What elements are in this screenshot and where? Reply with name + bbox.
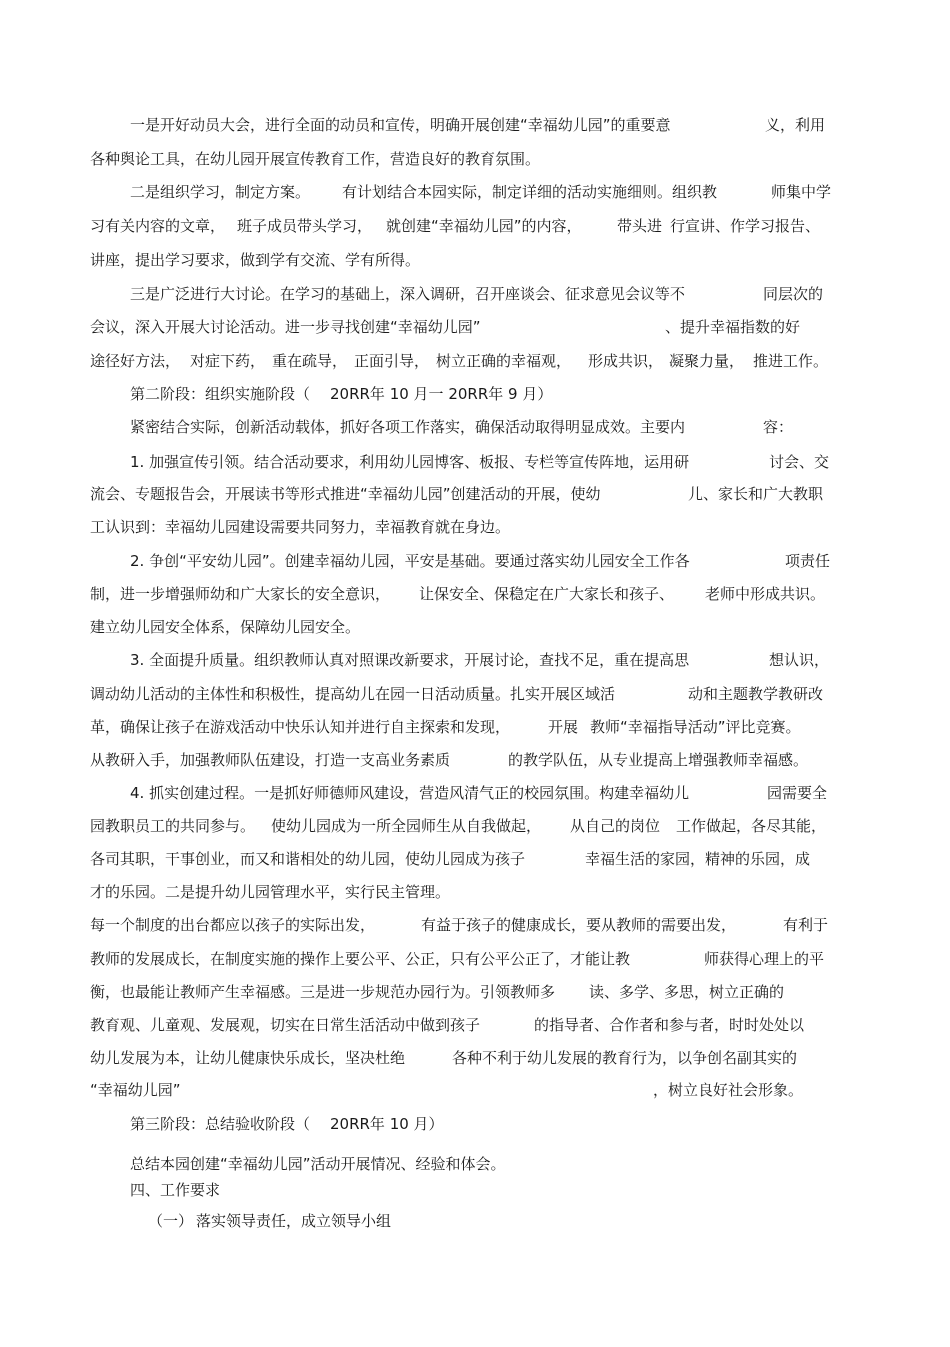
text-segment: 开展 — [548, 718, 579, 736]
text-segment: 教育观、儿童观、发展观，切实在日常生活活动中做到孩子 — [90, 1016, 481, 1034]
text-line — [0, 214, 950, 238]
text-segment: 的教学队伍，从专业提高上增强教师幸福感。 — [508, 751, 809, 769]
text-segment: “幸福幼儿园” — [90, 1081, 181, 1099]
text-segment: 正面引导， — [354, 352, 430, 370]
text-line — [0, 1013, 950, 1037]
text-segment: 3. 全面提升质量。组织教师认真对照课改新要求，开展讨论，查找不足，重在提高思 — [130, 651, 690, 669]
text-segment: 带头进 — [617, 217, 663, 235]
text-line — [0, 1152, 950, 1176]
text-segment: 习有关内容的文章， — [90, 217, 226, 235]
text-line — [0, 1112, 950, 1136]
text-line — [0, 549, 950, 573]
text-segment: 总结本园创建“幸福幼儿园”活动开展情况、经验和体会。 — [130, 1155, 506, 1173]
text-segment: 讲座，提出学习要求，做到学有交流、学有所得。 — [90, 251, 421, 269]
text-line — [0, 450, 950, 474]
text-line — [0, 248, 950, 272]
text-line — [0, 814, 950, 838]
text-segment: 想认识， — [769, 651, 830, 669]
text-segment: 紧密结合实际，创新活动载体，抓好各项工作落实，确保活动取得明显成效。主要内 — [130, 418, 686, 436]
text-line — [0, 781, 950, 805]
text-segment: 调动幼儿活动的主体性和积极性，提高幼儿在园一日活动质量。扎实开展区域活 — [90, 685, 616, 703]
text-line — [0, 1046, 950, 1070]
text-segment: 20RR年 10 月） — [330, 1115, 444, 1133]
text-line — [0, 515, 950, 539]
text-segment: 途径好方法， — [90, 352, 181, 370]
text-segment: 容： — [763, 418, 794, 436]
text-segment: 、提升幸福指数的好 — [665, 318, 801, 336]
text-segment: 革，确保让孩子在游戏活动中快乐认知并进行自主探索和发现， — [90, 718, 511, 736]
text-segment: 三是广泛进行大讨论。在学习的基础上，深入调研，召开座谈会、征求意见会议等不 — [130, 285, 686, 303]
text-line — [0, 947, 950, 971]
text-segment: 从教研入手，加强教师队伍建设，打造一支高业务素质 — [90, 751, 451, 769]
text-segment: 的指导者、合作者和参与者，时时处处以 — [534, 1016, 805, 1034]
text-segment: 项责任 — [785, 552, 831, 570]
text-line — [0, 582, 950, 606]
text-segment: 同层次的 — [763, 285, 824, 303]
text-line — [0, 682, 950, 706]
text-segment: 幸福生活的家园，精神的乐园，成 — [585, 850, 811, 868]
text-segment: 流会、专题报告会，开展读书等形式推进“幸福幼儿园”创建活动的开展，使幼 — [90, 485, 601, 503]
text-segment: 教师“幸福指导活动”评比竞赛。 — [590, 718, 801, 736]
text-segment: 会议，深入开展大讨论活动。进一步寻找创建“幸福幼儿园” — [90, 318, 481, 336]
text-segment: 儿、家长和广大教职 — [688, 485, 824, 503]
text-segment: 凝聚力量， — [669, 352, 745, 370]
text-line — [0, 1178, 950, 1202]
text-line — [0, 1209, 950, 1233]
text-line — [0, 648, 950, 672]
text-segment: 制，进一步增强师幼和广大家长的安全意识， — [90, 585, 391, 603]
text-segment: 落实领导责任，成立领导小组 — [196, 1212, 392, 1230]
text-segment: 一是开好动员大会，进行全面的动员和宣传，明确开展创建“幸福幼儿园”的重要意 — [130, 116, 671, 134]
text-segment: 才的乐园。二是提升幼儿园管理水平，实行民主管理。 — [90, 883, 451, 901]
text-line — [0, 847, 950, 871]
text-line — [0, 282, 950, 306]
text-segment: 就创建“幸福幼儿园”的内容， — [386, 217, 582, 235]
text-segment: 园需要全 — [767, 784, 828, 802]
text-segment: 重在疏导， — [272, 352, 348, 370]
text-segment: 对症下药， — [190, 352, 266, 370]
text-line — [0, 980, 950, 1004]
text-segment: 使幼儿园成为一所全园师生从自我做起， — [271, 817, 542, 835]
text-line — [0, 482, 950, 506]
text-segment: 20RR年 10 月一 20RR年 9 月） — [330, 385, 553, 403]
text-line — [0, 382, 950, 406]
text-segment: 各种不利于幼儿发展的教育行为，以争创名副其实的 — [452, 1049, 798, 1067]
text-segment: 建立幼儿园安全体系，保障幼儿园安全。 — [90, 618, 361, 636]
text-segment: 每一个制度的出台都应以孩子的实际出发， — [90, 916, 376, 934]
text-line — [0, 880, 950, 904]
text-segment: （一） — [148, 1212, 194, 1230]
text-line — [0, 349, 950, 373]
text-segment: 4. 抓实创建过程。一是抓好师德师风建设，营造风清气正的校园氛围。构建幸福幼儿 — [130, 784, 690, 802]
text-segment: 2. 争创“平安幼儿园”。创建幸福幼儿园，平安是基础。要通过落实幼儿园安全工作各 — [130, 552, 690, 570]
text-segment: ，树立良好社会形象。 — [653, 1081, 804, 1099]
text-line — [0, 715, 950, 739]
text-segment: 第二阶段：组织实施阶段（ — [130, 385, 311, 403]
text-segment: 形成共识， — [588, 352, 664, 370]
text-segment: 树立正确的幸福观， — [436, 352, 572, 370]
text-segment: 有益于孩子的健康成长，要从教师的需要出发， — [421, 916, 737, 934]
text-segment: 讨会、交 — [769, 453, 830, 471]
text-segment: 让保安全、保稳定在广大家长和孩子、 — [419, 585, 675, 603]
text-segment: 衡，也最能让教师产生幸福感。三是进一步规范办园行为。引领教师多 — [90, 983, 556, 1001]
text-segment: 有计划结合本园实际，制定详细的活动实施细则。组织教 — [342, 183, 718, 201]
text-segment: 四、工作要求 — [130, 1181, 221, 1199]
text-segment: 各种舆论工具，在幼儿园开展宣传教育工作，营造良好的教育氛围。 — [90, 150, 541, 168]
text-segment: 师获得心理上的平 — [704, 950, 825, 968]
text-line — [0, 913, 950, 937]
text-segment: 教师的发展成长，在制度实施的操作上要公平、公正，只有公平公正了，才能让教 — [90, 950, 631, 968]
text-segment: 1. 加强宣传引领。结合活动要求，利用幼儿园博客、板报、专栏等宣传阵地，运用研 — [130, 453, 690, 471]
text-line — [0, 615, 950, 639]
text-segment: 有利于 — [783, 916, 829, 934]
text-segment: 老师中形成共识。 — [705, 585, 826, 603]
text-line — [0, 315, 950, 339]
text-line — [0, 113, 950, 137]
text-segment: 二是组织学习，制定方案。 — [130, 183, 311, 201]
text-segment: 师集中学 — [771, 183, 832, 201]
text-line — [0, 147, 950, 171]
text-segment: 读、多学、多思，树立正确的 — [589, 983, 785, 1001]
text-line — [0, 1078, 950, 1102]
text-line — [0, 415, 950, 439]
text-segment: 动和主题教学教研改 — [688, 685, 824, 703]
text-segment: 班子成员带头学习， — [237, 217, 373, 235]
text-segment: 各司其职，干事创业，而又和谐相处的幼儿园，使幼儿园成为孩子 — [90, 850, 526, 868]
text-segment: 义，利用 — [765, 116, 826, 134]
text-segment: 第三阶段：总结验收阶段（ — [130, 1115, 311, 1133]
text-segment: 工认识到：幸福幼儿园建设需要共同努力，幸福教育就在身边。 — [90, 518, 511, 536]
text-segment: 推进工作。 — [753, 352, 829, 370]
text-segment: 行宣讲、作学习报告、 — [670, 217, 821, 235]
text-segment: 园教职员工的共同参与。 — [90, 817, 256, 835]
text-line — [0, 748, 950, 772]
text-segment: 幼儿发展为本，让幼儿健康快乐成长，坚决杜绝 — [90, 1049, 406, 1067]
text-segment: 工作做起，各尽其能， — [676, 817, 827, 835]
text-line — [0, 180, 950, 204]
text-segment: 从自己的岗位 — [570, 817, 661, 835]
